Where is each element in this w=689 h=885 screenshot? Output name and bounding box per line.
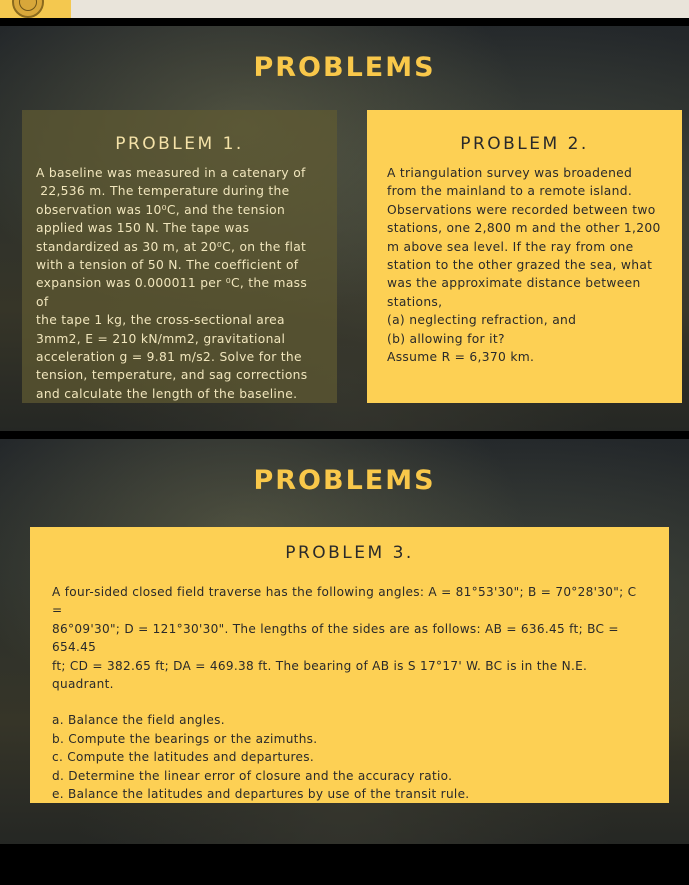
task-item: d. Determine the linear error of closure and the accuracy ratio.	[52, 768, 453, 783]
problem-3-card	[30, 527, 669, 803]
problem-1-line: applied was 150 N. The tape was	[36, 221, 250, 236]
problem-2-line: (b) allowing for it?	[387, 331, 505, 346]
problem-1-line: the tape 1 kg, the cross-sectional area	[36, 313, 285, 328]
problem-3-line: 86°09'30"; D = 121°30'30". The lengths of the sides are as follows: AB = 636.45 ft; BC = 654.45	[52, 621, 619, 655]
slide-title: PROBLEMS	[253, 52, 436, 83]
problem-1-line: 3mm2, E = 210 kN/mm2, gravitational	[36, 331, 286, 346]
problem-3-text	[52, 583, 647, 693]
problem-1-line: expansion was 0.000011 per ⁰C, the mass of	[36, 276, 308, 309]
problem-3-line: A four-sided closed field traverse has the following angles: A = 81°53'30"; B = 70°28'30"; C =	[52, 585, 637, 618]
task-item: a. Balance the field angles.	[52, 713, 225, 728]
problem-1-line: 22,536 m. The temperature during the	[36, 184, 290, 199]
problem-2-card	[367, 110, 682, 403]
slide-problems-2	[0, 439, 689, 844]
slide-title: PROBLEMS	[253, 465, 436, 496]
problem-2-line: stations,	[387, 294, 443, 309]
problem-1-line: and calculate the length of the baseline.	[36, 386, 298, 401]
problem-1-line: with a tension of 50 N. The coefficient of	[36, 258, 299, 273]
problem-3-heading: PROBLEM 3.	[285, 543, 414, 563]
problem-2-line: Observations were recorded between two	[387, 202, 656, 217]
problem-1-line: acceleration g = 9.81 m/s2. Solve for the	[36, 350, 302, 365]
logo-tab[interactable]	[0, 0, 71, 18]
problem-2-line: from the mainland to a remote island.	[387, 184, 633, 199]
task-item: c. Compute the latitudes and departures.	[52, 750, 315, 765]
top-bar	[0, 0, 689, 18]
problem-2-line: stations, one 2,800 m and the other 1,200	[387, 221, 661, 236]
problem-2-line: was the approximate distance between	[387, 276, 641, 291]
problem-2-line: station to the other grazed the sea, what	[387, 258, 653, 273]
slide-problems-1	[0, 26, 689, 431]
problem-1-line: A baseline was measured in a catenary of	[36, 166, 306, 180]
university-seal-logo	[12, 0, 44, 18]
problem-1-line: tension, temperature, and sag corrections	[36, 368, 308, 383]
problem-3-task-list	[52, 711, 647, 803]
problem-2-text	[387, 164, 662, 366]
problem-2-line: (a) neglecting refraction, and	[387, 313, 577, 328]
problem-2-line: m above sea level. If the ray from one	[387, 239, 634, 254]
problem-2-heading: PROBLEM 2.	[460, 134, 589, 154]
problem-2-line: Assume R = 6,370 km.	[387, 350, 535, 365]
problem-2-line: A triangulation survey was broadened	[387, 166, 633, 180]
problem-1-line: standardized as 30 m, at 20⁰C, on the flat	[36, 239, 307, 254]
problem-1-text	[36, 164, 323, 403]
problem-1-line: observation was 10⁰C, and the tension	[36, 202, 286, 217]
problem-1-card	[22, 110, 337, 403]
task-item: b. Compute the bearings or the azimuths.	[52, 731, 318, 746]
problem-1-heading: PROBLEM 1.	[115, 134, 244, 154]
task-item: e. Balance the latitudes and departures by use of the transit rule.	[52, 787, 470, 802]
problem-3-line: ft; CD = 382.65 ft; DA = 469.38 ft. The bearing of AB is S 17°17' W. BC is in the N.E. quadrant.	[52, 658, 588, 692]
